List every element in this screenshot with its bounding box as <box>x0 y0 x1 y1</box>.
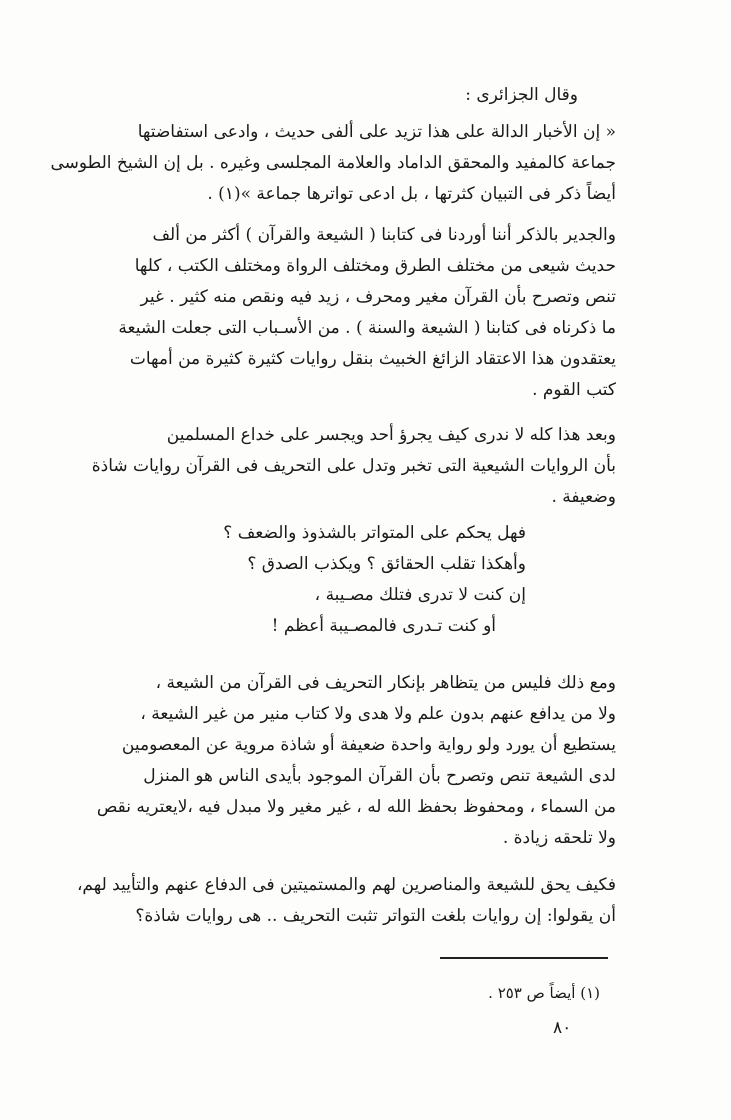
quote-line: جماعة كالمفيد والمحقق الداماد والعلامة المجلسى وغيره . بل إن الشيخ الطوسى <box>50 153 616 173</box>
paragraph-4 <box>34 870 616 932</box>
paragraph-line: ومع ذلك فليس من يتظاهر بإنكار التحريف فى القرآن من الشيعة ، <box>155 673 616 693</box>
paragraph-2 <box>34 420 616 513</box>
verse-line: أو كنت تـدرى فالمصـيبة أعظم ! <box>271 616 496 636</box>
verse-line: إن كنت لا تدرى فتلك مصـيبة ، <box>314 585 526 605</box>
paragraph-line: ولا تلحقه زيادة . <box>502 828 616 848</box>
intro-line: وقال الجزائرى : <box>465 85 578 105</box>
paragraph-line: كتب القوم . <box>532 380 616 400</box>
quote-line: أيضاً ذكر فى التبيان كثرتها ، بل ادعى تواترها جماعة »(١) . <box>207 184 616 204</box>
paragraph-1 <box>34 220 616 406</box>
paragraph-3 <box>34 668 616 854</box>
verse-block <box>34 518 616 642</box>
paragraph-line: أن يقولوا: إن روايات بلغت التواتر تثبت التحريف .. هى روايات شاذة؟ <box>135 906 616 926</box>
paragraph-line: والجدير بالذكر أننا أوردنا فى كتابنا ( الشيعة والقرآن ) أكثر من ألف <box>152 225 616 245</box>
page-number: ٨٠ <box>553 1018 572 1038</box>
quote-line: « إن الأخبار الدالة على هذا تزيد على ألفى حديث ، وادعى استفاضتها <box>137 122 616 142</box>
paragraph-line: تنص وتصرح بأن القرآن مغير ومحرف ، زيد فيه ونقص منه كثير . غير <box>140 287 616 307</box>
paragraph-line: ما ذكرناه فى كتابنا ( الشيعة والسنة ) . من الأسـباب التى جعلت الشيعة <box>118 318 616 338</box>
paragraph-line: حديث شيعى من مختلف الطرق ومختلف الرواة ومختلف الكتب ، كلها <box>134 256 616 276</box>
paragraph-line: وبعد هذا كله لا ندرى كيف يجرؤ أحد ويجسر على خداع المسلمين <box>166 425 616 445</box>
paragraph-line: وضعيفة . <box>551 487 616 507</box>
footnote-divider <box>440 957 608 959</box>
paragraph-line: ولا من يدافع عنهم بدون علم ولا هدى ولا كتاب منير من غير الشيعة ، <box>140 704 616 724</box>
paragraph-line: بأن الروايات الشيعية التى تخبر وتدل على التحريف فى القرآن روايات شاذة <box>91 456 616 476</box>
paragraph-line: يعتقدون هذا الاعتقاد الزائغ الخبيث بنقل روايات كثيرة كثيرة من أمهات <box>129 349 616 369</box>
paragraph-line: من السماء ، ومحفوظ بحفظ الله له ، غير مغير ولا مبدل فيه ،لايعتريه نقص <box>96 797 616 817</box>
verse-line: فهل يحكم على المتواتر بالشذوذ والضعف ؟ <box>223 523 526 543</box>
verse-line: وأهكذا تقلب الحقائق ؟ ويكذب الصدق ؟ <box>247 554 526 574</box>
paragraph-line: فكيف يحق للشيعة والمناصرين لهم والمستميتين فى الدفاع عنهم والتأييد لهم، <box>76 875 616 895</box>
quote-block <box>34 117 616 210</box>
paragraph-line: يستطيع أن يورد ولو رواية واحدة ضعيفة أو شاذة مروية عن المعصومين <box>121 735 616 755</box>
paragraph-line: لدى الشيعة تنص وتصرح بأن القرآن الموجود بأيدى الناس هو المنزل <box>143 766 616 786</box>
footnote: (١) أيضاً ص ٢٥٣ . <box>488 984 600 1002</box>
intro-block <box>34 80 616 111</box>
